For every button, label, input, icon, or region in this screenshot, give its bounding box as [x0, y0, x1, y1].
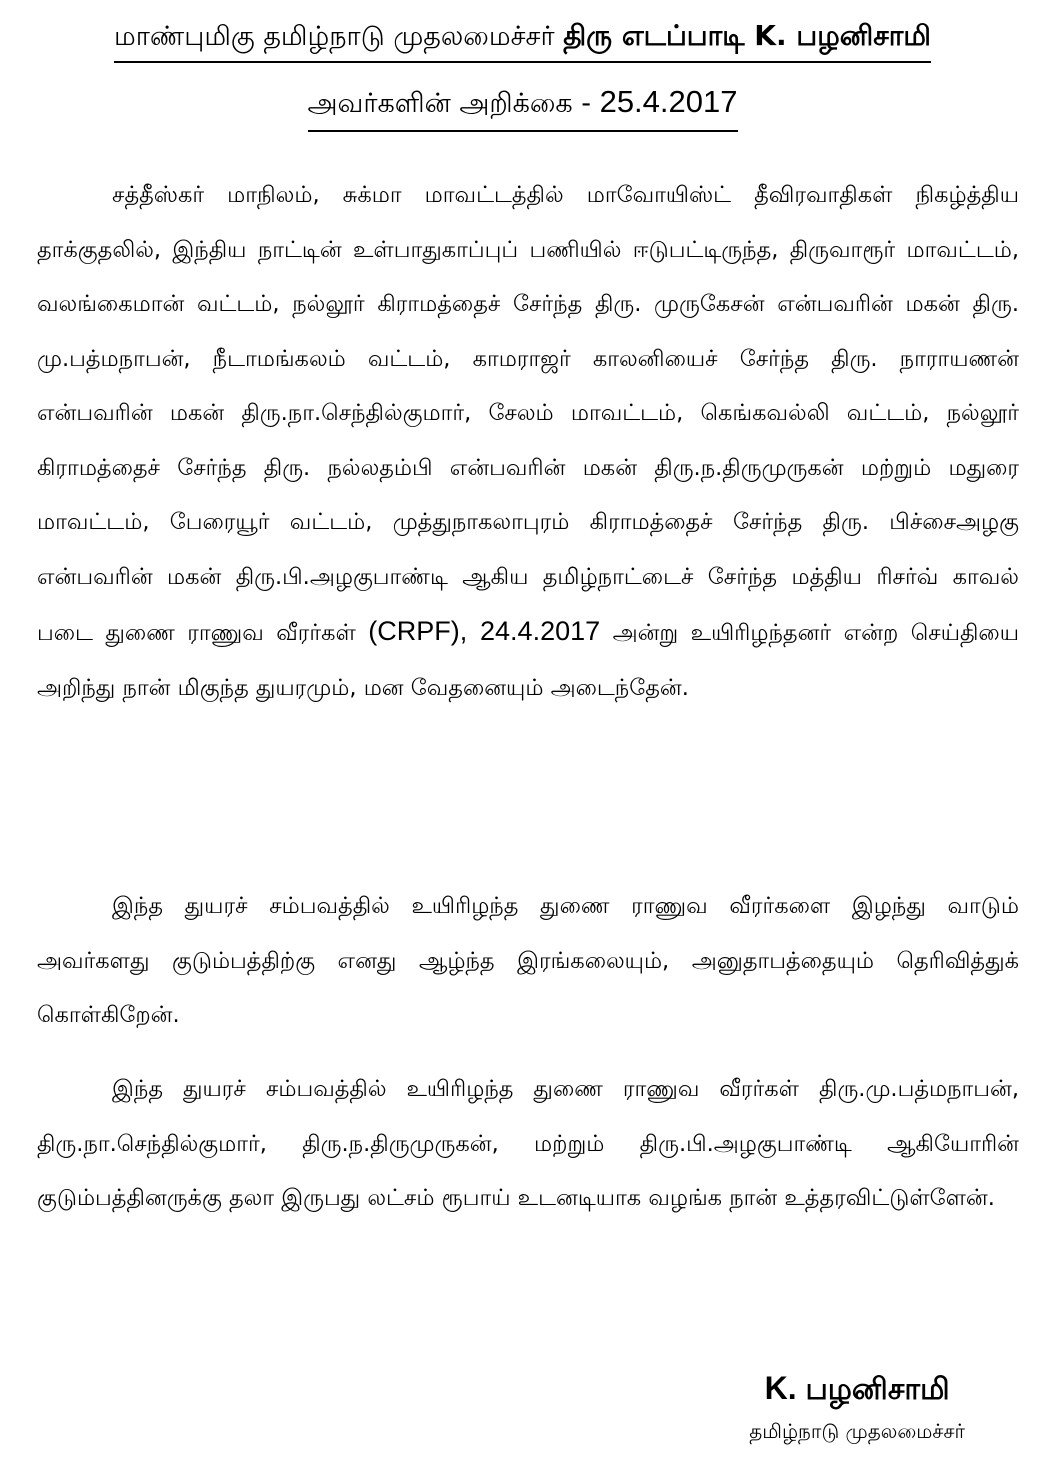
- chief-minister-name: திரு எடப்பாடி K. பழனிசாமி: [563, 19, 931, 52]
- signatory-initial: K.: [764, 1370, 806, 1406]
- paragraph-condolence-news: [37, 168, 1019, 715]
- paragraph1-crpf-date: (CRPF), 24.4.2017: [368, 616, 601, 646]
- paragraph-compensation: இந்த துயரச் சம்பவத்தில் உயிரிழந்த துணை ராணுவ வீரர்கள் திரு.மு.பத்மநாபன், திரு.நா.செந்தில்குமார், திரு.ந.திருமுருகன், மற்றும் திரு.பி.அழகுபாண்டி ஆகியோரின் குடும்பத்தினருக்கு தலா இருபது லட்சம் ரூபாய் உடனடியாக வழங்க நான் உத்தரவிட்டுள்ளேன்.: [37, 1076, 1019, 1211]
- document-subtitle: [0, 80, 1045, 132]
- statement-date: 25.4.2017: [599, 84, 738, 119]
- signature-block: [749, 1368, 965, 1448]
- paragraph1-part2: அன்று உயிரிழந்தனர் என்ற செய்தியை அறிந்து நான் மிகுந்த துயரமும், மன வேதனையும் அடைந்தேன்.: [37, 620, 1020, 701]
- subtitle-prefix: அவர்களின் அறிக்கை -: [307, 88, 600, 119]
- signatory-surname: பழனிசாமி: [805, 1372, 950, 1407]
- document-title: [0, 14, 1045, 63]
- signatory-name: [749, 1368, 965, 1410]
- paragraph1-part1: சத்தீஸ்கர் மாநிலம், சுக்மா மாவட்டத்தில் மாவோயிஸ்ட் தீவிரவாதிகள் நிகழ்த்திய தாக்குதலில், இந்திய நாட்டின் உள்பாதுகாப்புப் பணியில் ஈடுபட்டிருந்த, திருவாரூர் மாவட்டம், வலங்கைமான் வட்டம், நல்லூர் கிராமத்தைச் சேர்ந்த திரு. முருகேசன் என்பவரின் மகன் திரு. மு.பத்மநாபன், நீடாமங்கலம் வட்டம், காமராஜர் காலனியைச் சேர்ந்த திரு. நாராயணன் என்பவரின் மகன் திரு.நா.செந்தில்குமார், சேலம் மாவட்டம், கெங்கவல்லி வட்டம், நல்லூர் கிராமத்தைச் சேர்ந்த திரு. நல்லதம்பி என்பவரின் மகன் திரு.ந.திருமுருகன் மற்றும் மதுரை மாவட்டம், பேரையூர் வட்டம், முத்துநாகலாபுரம் கிராமத்தைச் சேர்ந்த திரு. பிச்சைஅழகு என்பவரின் மகன் திரு.பி.அழகுபாண்டி ஆகிய தமிழ்நாட்டைச் சேர்ந்த மத்திய ரிசர்வ் காவல் படை துணை ராணுவ வீரர்கள்: [37, 182, 1019, 646]
- title-prefix: மாண்புமிகு தமிழ்நாடு முதலமைச்சர்: [114, 21, 564, 52]
- signatory-title: தமிழ்நாடு முதலமைச்சர்: [749, 1419, 965, 1443]
- document-subtitle-underlined: [308, 80, 738, 132]
- paragraph-condolences: இந்த துயரச் சம்பவத்தில் உயிரிழந்த துணை ராணுவ வீரர்களை இழந்து வாடும் அவர்களது குடும்பத்திற்கு எனது ஆழ்ந்த இரங்கலையும், அனுதாபத்தையும் தெரிவித்துக் கொள்கிறேன்.: [37, 893, 1019, 1028]
- document-title-underlined: [114, 14, 931, 63]
